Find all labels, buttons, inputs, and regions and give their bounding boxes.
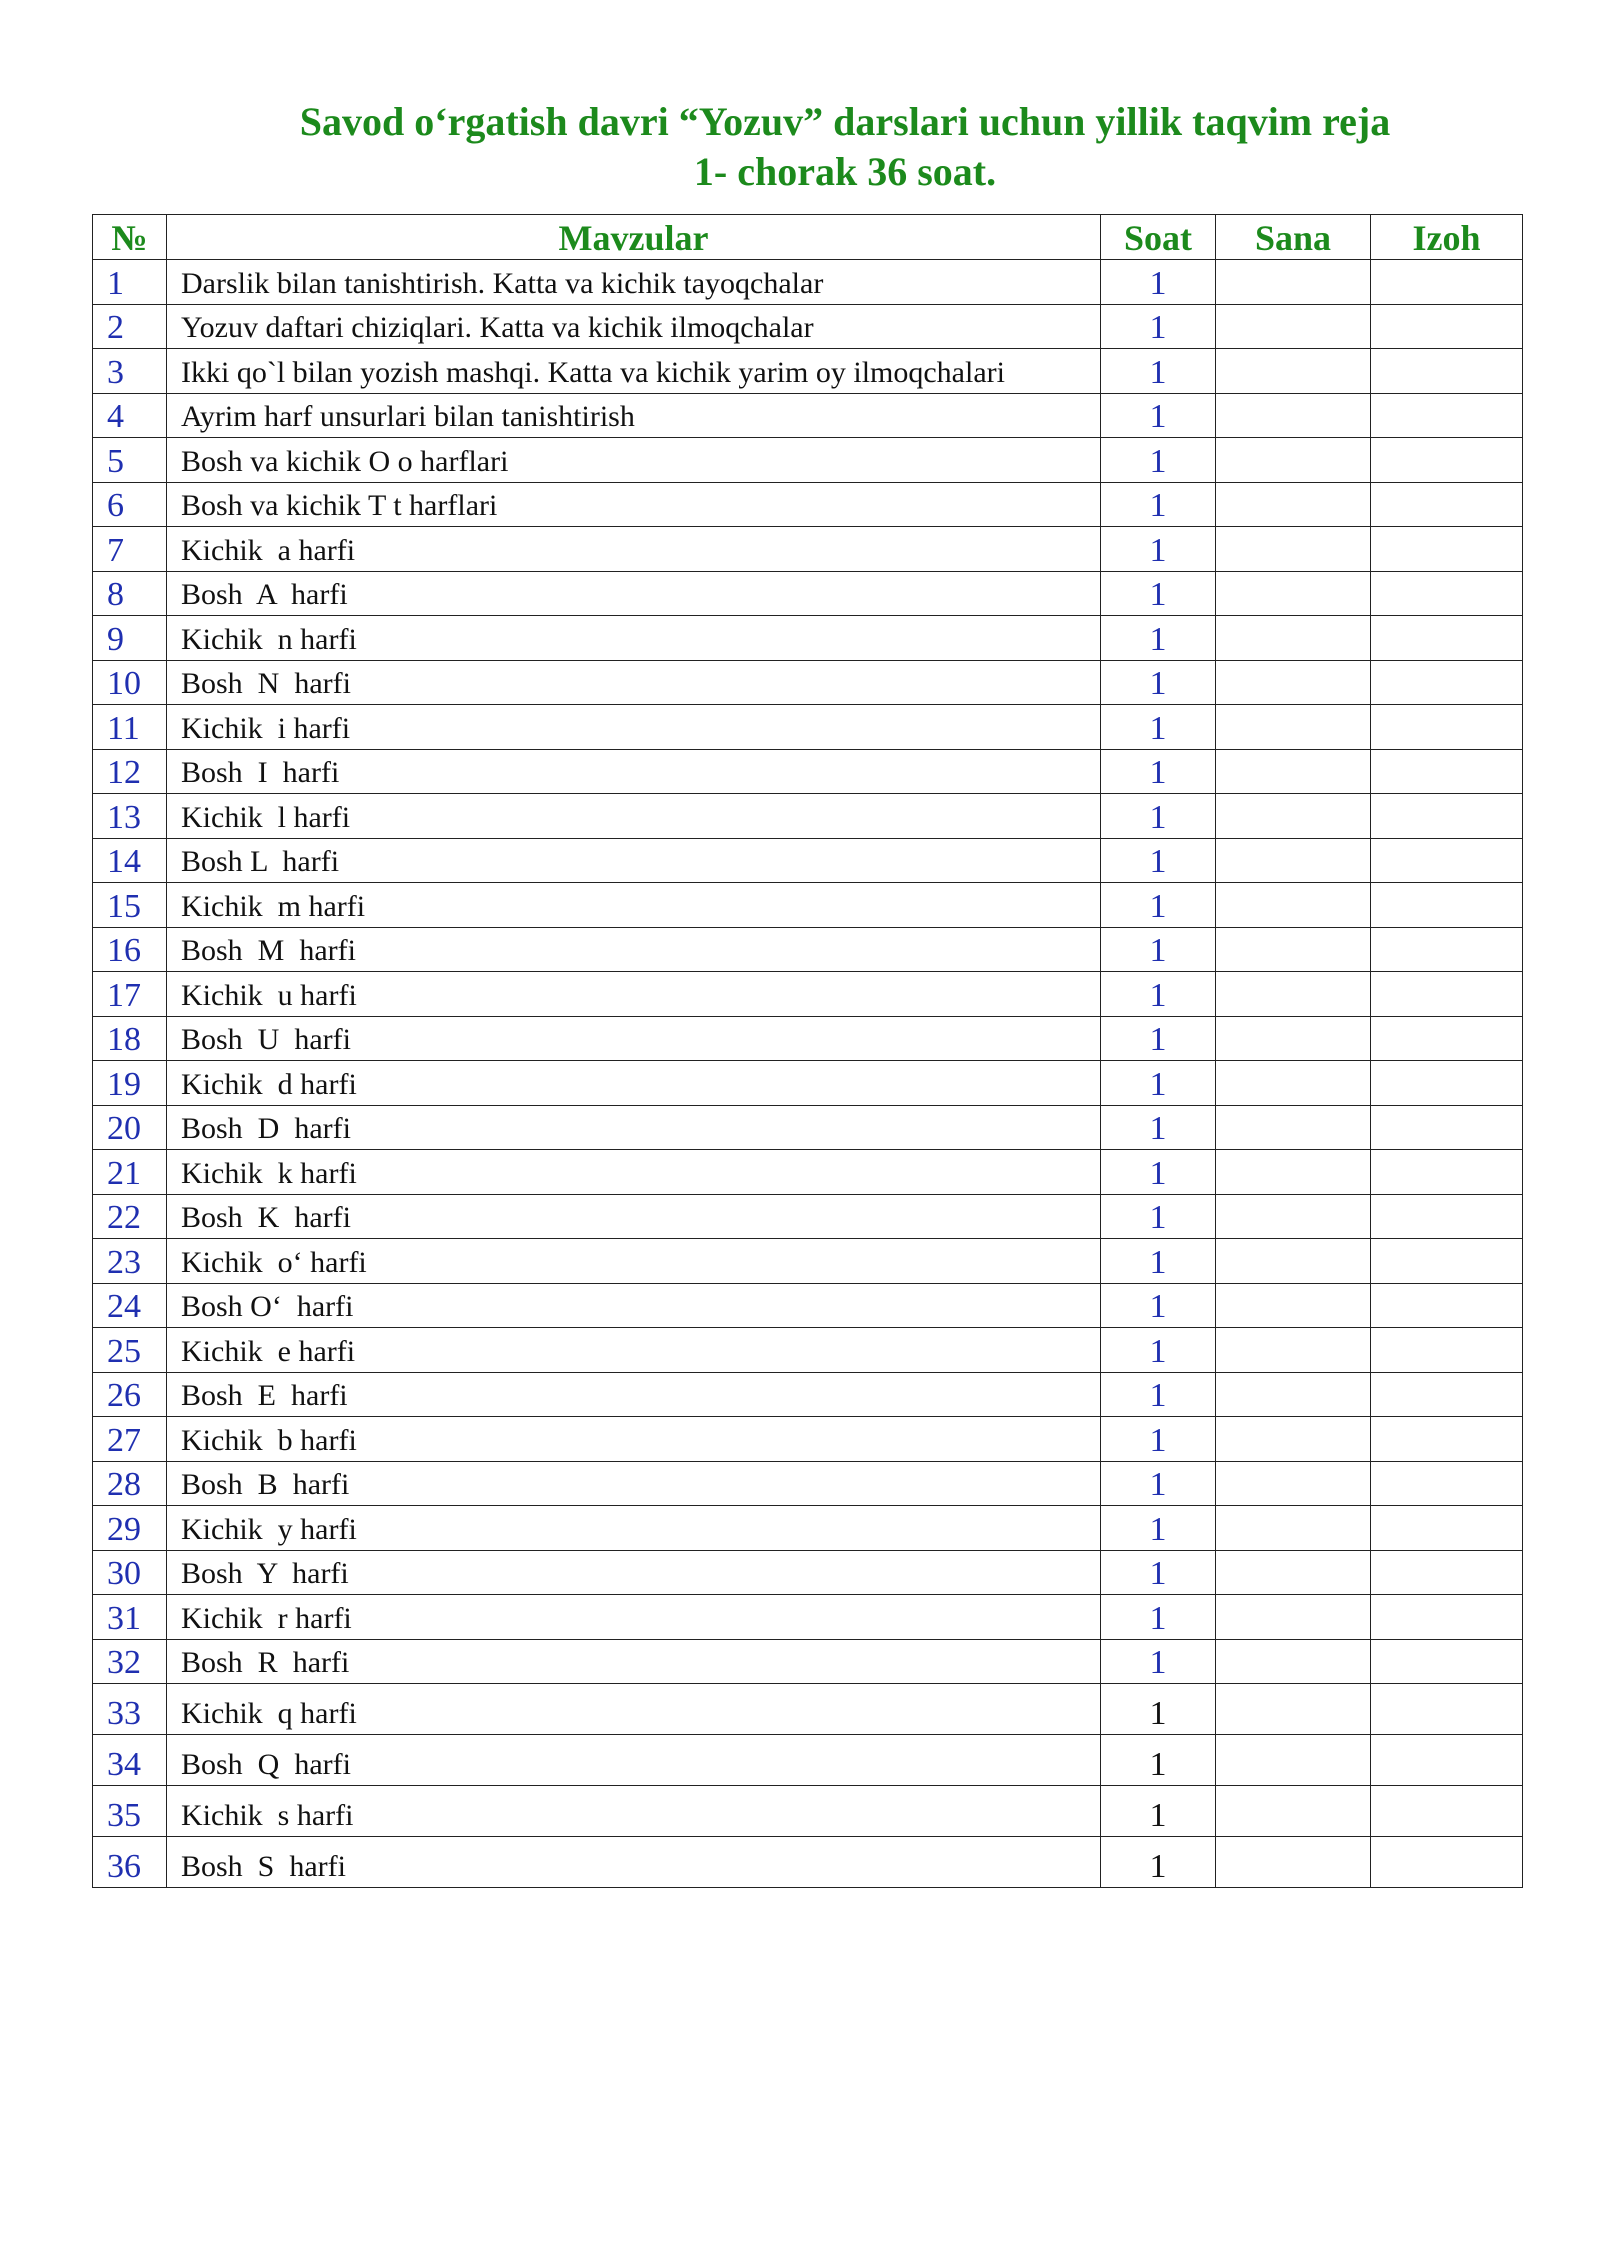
table-row (93, 927, 1523, 972)
row-note-cell (1371, 838, 1523, 883)
row-number: 19 (93, 1061, 167, 1106)
row-date-cell (1216, 438, 1371, 483)
table-row (93, 1417, 1523, 1462)
row-number: 24 (93, 1283, 167, 1328)
row-number: 12 (93, 749, 167, 794)
header-hours: Soat (1101, 215, 1216, 260)
row-date-cell (1216, 1016, 1371, 1061)
row-topic: Bosh I harfi (167, 749, 1101, 794)
table-row (93, 1061, 1523, 1106)
row-hours: 1 (1101, 438, 1216, 483)
table-row (93, 1105, 1523, 1150)
row-number: 22 (93, 1194, 167, 1239)
row-topic: Bosh R harfi (167, 1639, 1101, 1684)
row-date-cell (1216, 1150, 1371, 1195)
table-row (93, 749, 1523, 794)
row-number: 31 (93, 1595, 167, 1640)
row-topic: Bosh E harfi (167, 1372, 1101, 1417)
table-row (93, 1595, 1523, 1640)
row-date-cell (1216, 260, 1371, 305)
row-topic: Ayrim harf unsurlari bilan tanishtirish (167, 393, 1101, 438)
row-hours: 1 (1101, 571, 1216, 616)
table-row (93, 660, 1523, 705)
row-number: 11 (93, 705, 167, 750)
row-note-cell (1371, 1506, 1523, 1551)
table-row (93, 1786, 1523, 1837)
row-number: 5 (93, 438, 167, 483)
row-date-cell (1216, 616, 1371, 661)
row-date-cell (1216, 660, 1371, 705)
row-number: 9 (93, 616, 167, 661)
row-note-cell (1371, 438, 1523, 483)
row-topic: Kichik d harfi (167, 1061, 1101, 1106)
row-date-cell (1216, 794, 1371, 839)
row-hours: 1 (1101, 1194, 1216, 1239)
row-note-cell (1371, 393, 1523, 438)
row-number: 10 (93, 660, 167, 705)
row-note-cell (1371, 927, 1523, 972)
row-number: 34 (93, 1735, 167, 1786)
table-row (93, 1150, 1523, 1195)
row-note-cell (1371, 1461, 1523, 1506)
row-topic: Kichik a harfi (167, 527, 1101, 572)
table-row (93, 1283, 1523, 1328)
row-topic: Bosh va kichik T t harflari (167, 482, 1101, 527)
row-topic: Bosh A harfi (167, 571, 1101, 616)
row-note-cell (1371, 1328, 1523, 1373)
row-note-cell (1371, 1837, 1523, 1888)
table-header-row (93, 215, 1523, 260)
row-number: 18 (93, 1016, 167, 1061)
row-note-cell (1371, 349, 1523, 394)
row-topic: Bosh Y harfi (167, 1550, 1101, 1595)
table-row (93, 349, 1523, 394)
row-topic: Bosh va kichik O o harflari (167, 438, 1101, 483)
row-hours: 1 (1101, 393, 1216, 438)
row-date-cell (1216, 1283, 1371, 1328)
row-note-cell (1371, 1372, 1523, 1417)
row-date-cell (1216, 1372, 1371, 1417)
row-date-cell (1216, 1595, 1371, 1640)
row-hours: 1 (1101, 1595, 1216, 1640)
row-topic: Bosh Q harfi (167, 1735, 1101, 1786)
row-number: 29 (93, 1506, 167, 1551)
row-note-cell (1371, 1239, 1523, 1284)
header-note: Izoh (1371, 215, 1523, 260)
row-number: 27 (93, 1417, 167, 1462)
row-note-cell (1371, 705, 1523, 750)
row-hours: 1 (1101, 304, 1216, 349)
row-hours: 1 (1101, 705, 1216, 750)
row-date-cell (1216, 1506, 1371, 1551)
row-date-cell (1216, 1461, 1371, 1506)
row-number: 26 (93, 1372, 167, 1417)
row-number: 23 (93, 1239, 167, 1284)
row-number: 17 (93, 972, 167, 1017)
row-date-cell (1216, 1550, 1371, 1595)
row-date-cell (1216, 1194, 1371, 1239)
row-hours: 1 (1101, 1105, 1216, 1150)
row-date-cell (1216, 1328, 1371, 1373)
row-date-cell (1216, 393, 1371, 438)
table-row (93, 883, 1523, 928)
row-note-cell (1371, 527, 1523, 572)
row-date-cell (1216, 1061, 1371, 1106)
row-date-cell (1216, 571, 1371, 616)
row-number: 13 (93, 794, 167, 839)
table-row (93, 482, 1523, 527)
row-hours: 1 (1101, 1372, 1216, 1417)
table-row (93, 1016, 1523, 1061)
table-body (93, 260, 1523, 1888)
row-note-cell (1371, 1786, 1523, 1837)
row-hours: 1 (1101, 1786, 1216, 1837)
row-topic: Kichik k harfi (167, 1150, 1101, 1195)
row-note-cell (1371, 1417, 1523, 1462)
row-topic: Kichik m harfi (167, 883, 1101, 928)
row-topic: Kichik q harfi (167, 1684, 1101, 1735)
table-row (93, 260, 1523, 305)
table-row (93, 1461, 1523, 1506)
row-hours: 1 (1101, 1016, 1216, 1061)
row-date-cell (1216, 1786, 1371, 1837)
row-topic: Kichik l harfi (167, 794, 1101, 839)
row-hours: 1 (1101, 1837, 1216, 1888)
row-date-cell (1216, 1837, 1371, 1888)
row-date-cell (1216, 1639, 1371, 1684)
table-row (93, 794, 1523, 839)
row-note-cell (1371, 1061, 1523, 1106)
table-row (93, 1639, 1523, 1684)
row-number: 32 (93, 1639, 167, 1684)
table-row (93, 1506, 1523, 1551)
row-note-cell (1371, 304, 1523, 349)
row-date-cell (1216, 1239, 1371, 1284)
row-note-cell (1371, 482, 1523, 527)
table-row (93, 616, 1523, 661)
row-number: 4 (93, 393, 167, 438)
row-number: 2 (93, 304, 167, 349)
row-topic: Kichik b harfi (167, 1417, 1101, 1462)
row-note-cell (1371, 1595, 1523, 1640)
row-number: 36 (93, 1837, 167, 1888)
row-date-cell (1216, 482, 1371, 527)
row-number: 33 (93, 1684, 167, 1735)
row-topic: Yozuv daftari chiziqlari. Katta va kichik ilmoqchalar (167, 304, 1101, 349)
row-note-cell (1371, 1283, 1523, 1328)
row-hours: 1 (1101, 749, 1216, 794)
table-row (93, 1735, 1523, 1786)
row-hours: 1 (1101, 260, 1216, 305)
table-row (93, 1328, 1523, 1373)
row-hours: 1 (1101, 794, 1216, 839)
table-row (93, 1684, 1523, 1735)
row-number: 20 (93, 1105, 167, 1150)
row-hours: 1 (1101, 1283, 1216, 1328)
row-number: 30 (93, 1550, 167, 1595)
row-date-cell (1216, 349, 1371, 394)
row-number: 3 (93, 349, 167, 394)
row-note-cell (1371, 571, 1523, 616)
row-topic: Kichik e harfi (167, 1328, 1101, 1373)
table-row (93, 527, 1523, 572)
row-date-cell (1216, 705, 1371, 750)
header-topics: Mavzular (167, 215, 1101, 260)
row-topic: Bosh O‘ harfi (167, 1283, 1101, 1328)
page-title: Savod o‘rgatish davri “Yozuv” darslari uchun yillik taqvim reja (299, 99, 1391, 144)
table-row (93, 1194, 1523, 1239)
row-date-cell (1216, 304, 1371, 349)
row-note-cell (1371, 660, 1523, 705)
row-note-cell (1371, 1194, 1523, 1239)
row-hours: 1 (1101, 972, 1216, 1017)
row-hours: 1 (1101, 1239, 1216, 1284)
row-note-cell (1371, 883, 1523, 928)
row-number: 15 (93, 883, 167, 928)
row-date-cell (1216, 883, 1371, 928)
row-hours: 1 (1101, 1328, 1216, 1373)
table-row (93, 972, 1523, 1017)
table-row (93, 393, 1523, 438)
row-number: 28 (93, 1461, 167, 1506)
table-row (93, 304, 1523, 349)
row-date-cell (1216, 527, 1371, 572)
row-date-cell (1216, 1105, 1371, 1150)
row-number: 21 (93, 1150, 167, 1195)
row-hours: 1 (1101, 1061, 1216, 1106)
row-topic: Bosh U harfi (167, 1016, 1101, 1061)
row-date-cell (1216, 1735, 1371, 1786)
row-hours: 1 (1101, 883, 1216, 928)
row-hours: 1 (1101, 527, 1216, 572)
row-note-cell (1371, 1735, 1523, 1786)
row-note-cell (1371, 1550, 1523, 1595)
table-row (93, 438, 1523, 483)
row-hours: 1 (1101, 1550, 1216, 1595)
row-hours: 1 (1101, 1150, 1216, 1195)
row-number: 1 (93, 260, 167, 305)
row-hours: 1 (1101, 1639, 1216, 1684)
row-date-cell (1216, 749, 1371, 794)
row-date-cell (1216, 927, 1371, 972)
row-note-cell (1371, 794, 1523, 839)
row-hours: 1 (1101, 838, 1216, 883)
row-topic: Kichik u harfi (167, 972, 1101, 1017)
row-hours: 1 (1101, 660, 1216, 705)
row-note-cell (1371, 260, 1523, 305)
row-topic: Kichik o‘ harfi (167, 1239, 1101, 1284)
row-hours: 1 (1101, 482, 1216, 527)
row-topic: Bosh S harfi (167, 1837, 1101, 1888)
row-hours: 1 (1101, 1506, 1216, 1551)
row-number: 25 (93, 1328, 167, 1373)
row-date-cell (1216, 1417, 1371, 1462)
table-row (93, 705, 1523, 750)
row-topic: Bosh M harfi (167, 927, 1101, 972)
row-hours: 1 (1101, 1417, 1216, 1462)
row-topic: Kichik i harfi (167, 705, 1101, 750)
row-note-cell (1371, 972, 1523, 1017)
row-hours: 1 (1101, 1735, 1216, 1786)
row-note-cell (1371, 1639, 1523, 1684)
row-number: 6 (93, 482, 167, 527)
row-topic: Bosh L harfi (167, 838, 1101, 883)
row-topic: Kichik y harfi (167, 1506, 1101, 1551)
row-hours: 1 (1101, 349, 1216, 394)
row-note-cell (1371, 749, 1523, 794)
page-subtitle: 1- chorak 36 soat. (693, 149, 997, 194)
table-row (93, 1372, 1523, 1417)
header-number: № (93, 215, 167, 260)
row-hours: 1 (1101, 1461, 1216, 1506)
row-hours: 1 (1101, 927, 1216, 972)
lesson-plan-table (92, 214, 1523, 1888)
row-topic: Darslik bilan tanishtirish. Katta va kichik tayoqchalar (167, 260, 1101, 305)
table-row (93, 1550, 1523, 1595)
table-row (93, 571, 1523, 616)
row-number: 16 (93, 927, 167, 972)
row-date-cell (1216, 972, 1371, 1017)
row-hours: 1 (1101, 616, 1216, 661)
table-row (93, 1837, 1523, 1888)
row-note-cell (1371, 1016, 1523, 1061)
row-topic: Kichik n harfi (167, 616, 1101, 661)
row-topic: Kichik r harfi (167, 1595, 1101, 1640)
row-note-cell (1371, 616, 1523, 661)
row-note-cell (1371, 1105, 1523, 1150)
row-number: 35 (93, 1786, 167, 1837)
row-note-cell (1371, 1150, 1523, 1195)
row-number: 7 (93, 527, 167, 572)
row-topic: Bosh N harfi (167, 660, 1101, 705)
row-note-cell (1371, 1684, 1523, 1735)
row-number: 8 (93, 571, 167, 616)
row-hours: 1 (1101, 1684, 1216, 1735)
row-topic: Bosh D harfi (167, 1105, 1101, 1150)
header-date: Sana (1216, 215, 1371, 260)
row-topic: Kichik s harfi (167, 1786, 1101, 1837)
row-topic: Bosh B harfi (167, 1461, 1101, 1506)
table-row (93, 838, 1523, 883)
table-row (93, 1239, 1523, 1284)
row-topic: Bosh K harfi (167, 1194, 1101, 1239)
row-date-cell (1216, 838, 1371, 883)
row-number: 14 (93, 838, 167, 883)
row-date-cell (1216, 1684, 1371, 1735)
row-topic: Ikki qo`l bilan yozish mashqi. Katta va kichik yarim oy ilmoqchalari (167, 349, 1101, 394)
